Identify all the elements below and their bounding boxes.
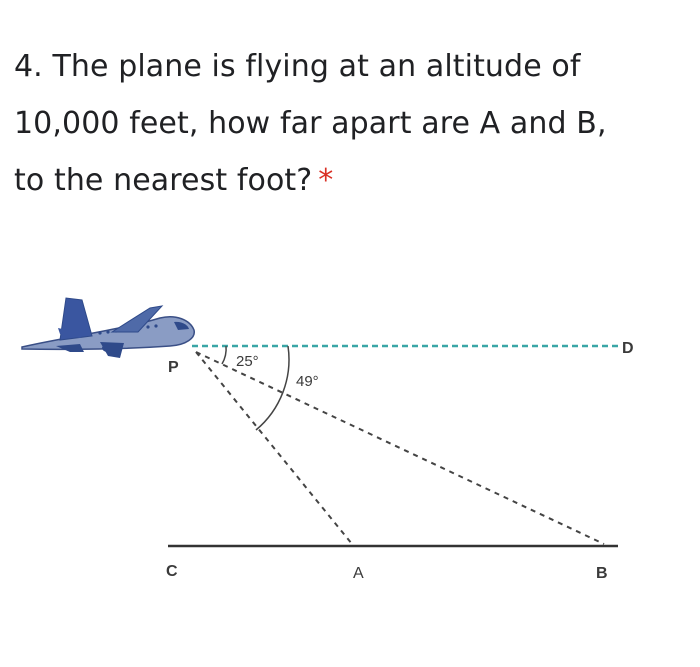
sight-line-pb [196,352,604,544]
label-point-a: A [353,565,364,582]
label-point-p: P [168,359,179,376]
question-line-1: 4. The plane is flying at an altitude of [14,49,581,84]
angle-arc-inner [222,346,226,364]
label-point-b: B [596,565,608,582]
angle-label-inner: 25° [236,353,259,370]
required-asterisk: * [318,163,334,198]
label-point-c: C [166,563,178,580]
label-point-d: D [622,340,634,357]
airplane-icon [22,298,194,358]
angle-label-outer: 49° [296,373,319,390]
question-line-3-text: to the nearest foot? [14,163,313,198]
question-line-2: 10,000 feet, how far apart are A and B, [14,106,607,141]
sight-line-pa [196,352,352,544]
